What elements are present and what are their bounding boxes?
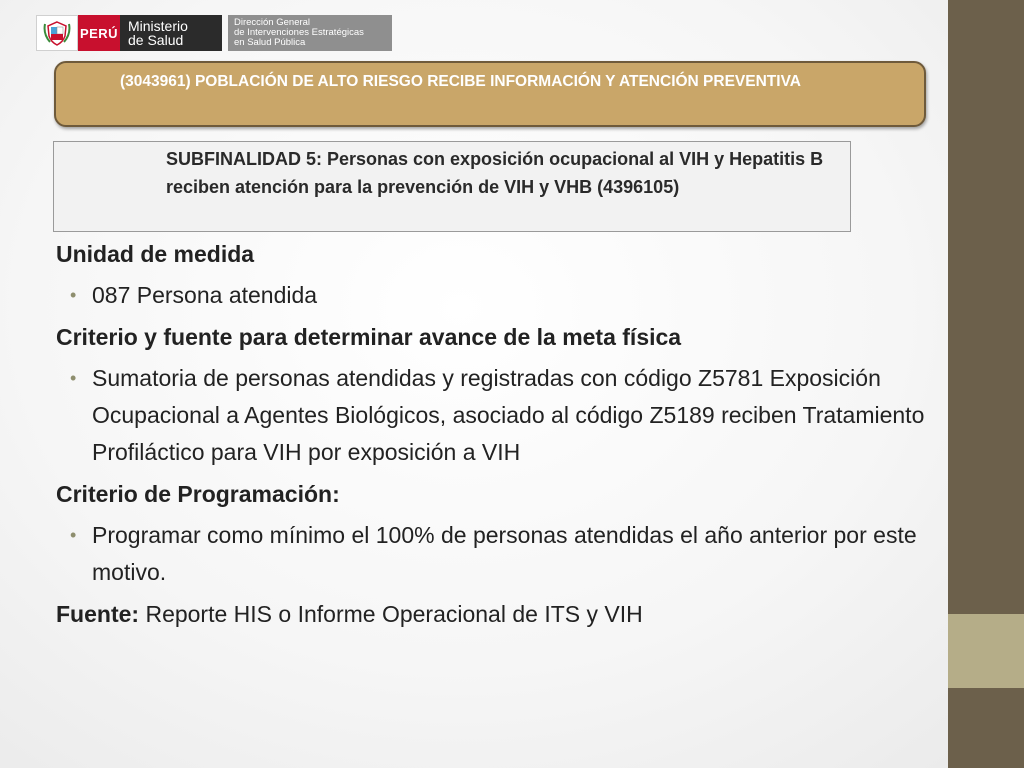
subfinalidad-text: SUBFINALIDAD 5: Personas con exposición ocupacional al VIH y Hepatitis B reciben atención para la prevención de VIH y VHB (4396105) [166,149,824,197]
direction-line-2: de Intervenciones Estratégicas [234,27,364,38]
direction-logo-label [228,15,392,51]
unidad-bullet-item [56,277,936,314]
fuente-line [56,596,936,633]
subfinalidad-box [53,141,851,232]
unidad-bullet-text: 087 Persona atendida [92,282,318,308]
fuente-label: Fuente: [56,601,140,627]
right-band-accent [948,614,1024,688]
slide-body [56,236,936,633]
criterio-bullet-text: Sumatoria de personas atendidas y registradas con código Z5781 Exposición Ocupacional a Agentes Biológicos, asociado al código Z5189 reciben Tratamiento Profiláctico para VIH por exposición a VIH [92,365,925,465]
criterio-heading: Criterio y fuente para determinar avance de la meta física [56,324,682,350]
peru-logo-badge: PERÚ [78,15,120,51]
programacion-bullet-text: Programar como mínimo el 100% de personas atendidas el año anterior por este motivo. [92,522,917,585]
ministry-line-1: Ministerio [128,18,188,34]
peru-coat-of-arms-icon [36,15,78,51]
criterio-bullet-item [56,360,936,471]
bullet-icon: • [70,285,77,305]
direction-line-1: Dirección General [234,17,311,28]
ministry-logo-label [120,15,222,51]
product-title-bar [54,61,926,127]
product-title: (3043961) POBLACIÓN DE ALTO RIESGO RECIBE INFORMACIÓN Y ATENCIÓN PREVENTIVA [120,73,801,90]
fuente-text: Reporte HIS o Informe Operacional de ITS y VIH [139,601,643,627]
ministry-line-2: de Salud [128,32,184,48]
direction-line-3: en Salud Pública [234,37,306,48]
programacion-heading: Criterio de Programación: [56,481,340,507]
unidad-heading: Unidad de medida [56,241,255,267]
minsa-logo-strip [36,15,392,51]
programacion-bullet-item [56,517,936,591]
bullet-icon: • [70,525,77,545]
bullet-icon: • [70,368,77,388]
